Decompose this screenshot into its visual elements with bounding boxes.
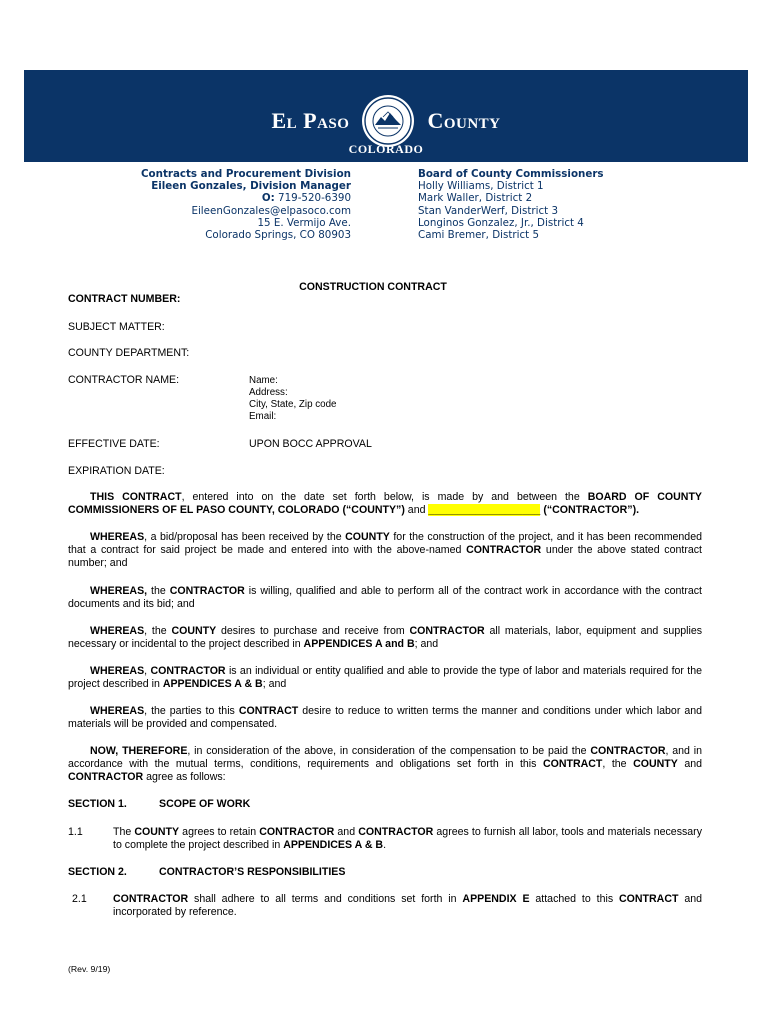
text-bold: APPENDICES A and B	[303, 638, 415, 650]
text-bold: CONTRACTOR	[466, 544, 542, 556]
section-2-number: SECTION 2.	[68, 866, 127, 878]
text-bold: COUNTY	[345, 531, 390, 543]
text-bold: APPENDICES A & B	[283, 839, 384, 851]
division-phone: 719-520-6390	[278, 192, 351, 205]
board-member: Longinos Gonzalez, Jr., District 4	[418, 216, 584, 229]
contractor-blank-field[interactable]: ___________________	[428, 504, 541, 516]
county-seal-icon	[361, 94, 415, 148]
text-bold: CONTRACTOR	[113, 893, 189, 905]
section-1-title: SCOPE OF WORK	[159, 798, 251, 810]
expiration-date-label: EXPIRATION DATE:	[68, 465, 165, 477]
clause-1-1-number: 1.1	[68, 826, 83, 838]
text: , entered into on the date set forth below, is made by and between the	[181, 491, 588, 503]
recital-now-therefore	[68, 745, 702, 784]
text: agrees to retain	[179, 826, 260, 838]
board-member: Mark Waller, District 2	[418, 192, 533, 205]
text: .	[383, 839, 387, 851]
county-wordmark	[24, 94, 748, 148]
text: the	[147, 585, 170, 597]
text-bold: WHEREAS	[90, 531, 145, 543]
text: is an individual or entity qualified and able to provide the type of labor and materials required for the project described in	[68, 665, 703, 690]
text: agree as follows:	[143, 771, 226, 783]
text: and incorporated by reference.	[113, 893, 702, 918]
board-member: Cami Bremer, District 5	[418, 229, 540, 242]
text-bold: APPENDICES A & B	[162, 678, 263, 690]
phone-label: O:	[261, 192, 275, 205]
recital-whereas-2	[68, 585, 702, 611]
text-bold: (“CONTRACTOR”).	[540, 504, 640, 516]
wordmark-county: County	[427, 108, 501, 133]
text-bold: NOW, THEREFORE	[90, 745, 188, 757]
text-bold: COUNTY	[134, 826, 180, 838]
board-contact-block	[418, 168, 668, 241]
division-city: Colorado Springs, CO 80903	[205, 229, 351, 242]
text-bold: WHEREAS,	[90, 585, 148, 597]
contractor-name-field: Name:	[249, 375, 278, 386]
wordmark-el-paso: El Paso	[271, 108, 350, 133]
effective-date-value: UPON BOCC APPROVAL	[249, 438, 372, 450]
text: ; and	[414, 638, 439, 650]
contractor-address-field: Address:	[249, 387, 288, 398]
text: and	[677, 758, 703, 770]
text: and	[334, 826, 359, 838]
text-bold: CONTRACT	[542, 758, 603, 770]
text-bold: WHEREAS	[90, 705, 145, 717]
division-street: 15 E. Vermijo Ave.	[257, 216, 351, 229]
subject-matter-label: SUBJECT MATTER:	[68, 321, 165, 333]
contractor-city-field: City, State, Zip code	[249, 399, 337, 410]
recital-whereas-3	[68, 625, 702, 651]
effective-date-label: EFFECTIVE DATE:	[68, 438, 160, 450]
board-title: Board of County Commissioners	[418, 168, 604, 180]
text: desire to reduce to written terms the manner and conditions under which labor and materials will be provided and compensated.	[68, 705, 702, 730]
text: attached to this	[529, 893, 619, 905]
text-bold: COUNTY	[171, 625, 217, 637]
letterhead-banner	[24, 70, 748, 162]
text-bold: THIS CONTRACT	[90, 491, 182, 503]
board-member: Holly Williams, District 1	[418, 180, 544, 193]
text: , the	[602, 758, 634, 770]
text-bold: CONTRACTOR	[358, 826, 434, 838]
text-bold: CONTRACTOR	[68, 771, 144, 783]
recital-whereas-4	[68, 665, 702, 691]
board-member: Stan VanderWerf, District 3	[418, 204, 558, 217]
text-bold: BOARD OF COUNTY COMMISSIONERS OF EL PASO COUNTY, COLORADO (“COUNTY”)	[68, 491, 702, 516]
text-bold: WHEREAS	[90, 665, 145, 677]
text: , a bid/proposal has been received by the	[144, 531, 346, 543]
text-bold: COUNTY	[633, 758, 678, 770]
division-contact-block	[120, 168, 351, 241]
recital-whereas-1	[68, 531, 702, 570]
clause-2-1-text	[113, 893, 702, 919]
contract-title: CONSTRUCTION CONTRACT	[299, 281, 447, 293]
text: shall adhere to all terms and conditions set forth in	[188, 893, 463, 905]
contract-number-label: CONTRACT NUMBER:	[68, 293, 181, 305]
text: and	[404, 504, 429, 516]
clause-1-1-text	[113, 826, 702, 852]
division-manager: Eileen Gonzales, Division Manager	[151, 180, 351, 193]
text: under the above stated contract number; and	[68, 544, 702, 569]
section-2-title: CONTRACTOR’S RESPONSIBILITIES	[159, 866, 346, 878]
text: ; and	[262, 678, 287, 690]
text-bold: CONTRACT	[238, 705, 299, 717]
text-bold: CONTRACT	[619, 893, 679, 905]
text-bold: WHEREAS	[90, 625, 145, 637]
text: , and in accordance with the mutual terms, conditions, requirements and obligations set forth in this	[68, 745, 702, 770]
division-phone-line	[120, 192, 351, 204]
clause-2-1-number: 2.1	[72, 893, 87, 905]
text: , in consideration of the above, in consideration of the compensation to be paid the	[187, 745, 591, 757]
section-1-number: SECTION 1.	[68, 798, 127, 810]
text-bold: CONTRACTOR	[409, 625, 485, 637]
text: agrees to furnish all labor, tools and materials necessary to complete the project described in	[113, 826, 703, 851]
text: desires to purchase and receive from	[216, 625, 410, 637]
text: all materials, labor, equipment and supplies necessary or incidental to the project described in	[68, 625, 703, 650]
division-email: EileenGonzales@elpasoco.com	[191, 204, 351, 217]
recital-this-contract	[68, 491, 702, 517]
text: ,	[144, 665, 151, 677]
contractor-fields	[249, 375, 336, 423]
state-label: COLORADO	[348, 142, 424, 156]
text: , the	[144, 625, 172, 637]
contractor-name-label: CONTRACTOR NAME:	[68, 374, 180, 386]
revision-footer: (Rev. 9/19)	[68, 964, 111, 974]
text-bold: CONTRACTOR	[259, 826, 335, 838]
text-bold: CONTRACTOR	[169, 585, 245, 597]
division-name: Contracts and Procurement Division	[140, 168, 351, 180]
text: The	[113, 826, 135, 838]
text-bold: APPENDIX E	[462, 893, 530, 905]
text: is willing, qualified and able to perform all of the contract work in accordance with the contract documents and its bid; and	[68, 585, 703, 610]
county-department-label: COUNTY DEPARTMENT:	[68, 347, 190, 359]
text: , the parties to this	[144, 705, 239, 717]
contractor-email-field: Email:	[249, 411, 277, 422]
text-bold: CONTRACTOR	[590, 745, 666, 757]
text-bold: CONTRACTOR	[150, 665, 226, 677]
text: for the construction of the project, and it has been recommended that a contract for said project be made and entered into with the above-named	[68, 531, 702, 556]
recital-whereas-5	[68, 705, 702, 731]
